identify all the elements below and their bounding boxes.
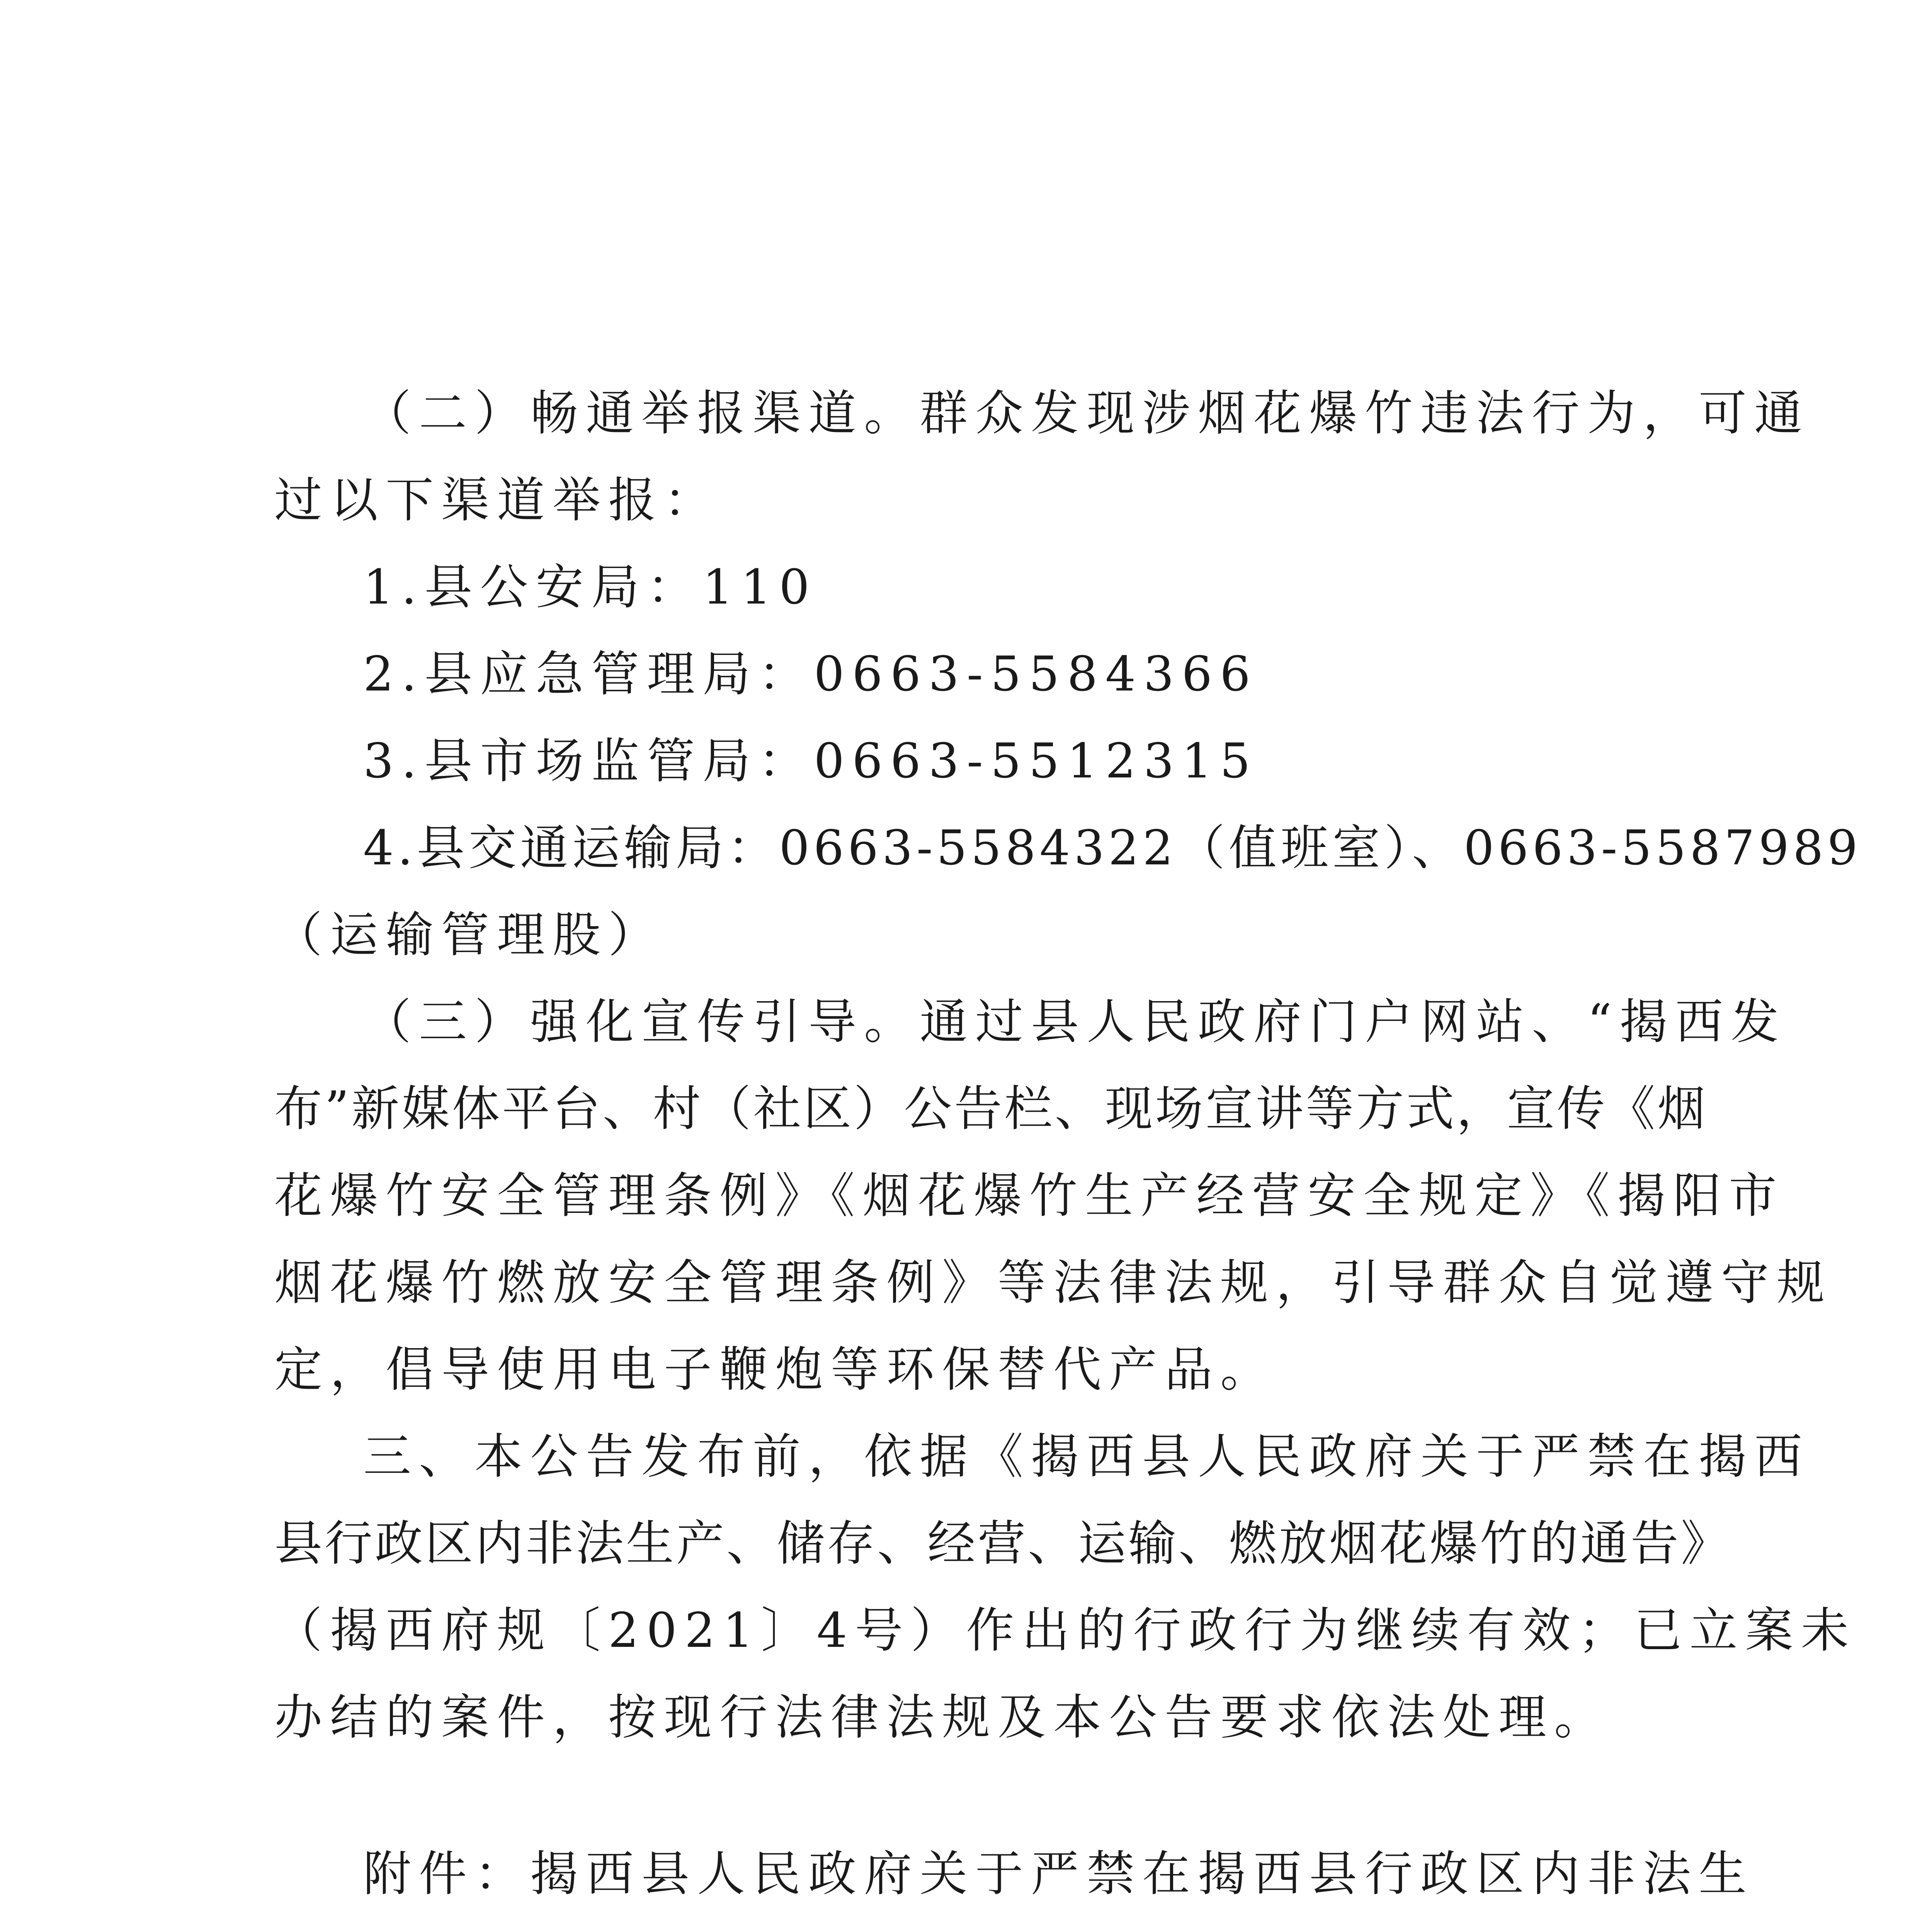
body-line: （揭西府规〔2021〕4号）作出的行政行为继续有效；已立案未 [274, 1603, 1857, 1658]
body-line: （运输管理股） [274, 907, 664, 963]
body-line: 定，倡导使用电子鞭炮等环保替代产品。 [274, 1342, 1276, 1398]
body-line: 4.县交通运输局：0663-5584322（值班室）、0663-5587989 [363, 820, 1862, 876]
body-line: 三、本公告发布前，依据《揭西县人民政府关于严禁在揭西 [363, 1429, 1810, 1485]
body-line: 2.县应急管理局：0663-5584366 [363, 646, 1259, 702]
body-line: 花爆竹安全管理条例》《烟花爆竹生产经营安全规定》《揭阳市 [274, 1168, 1785, 1224]
body-line: 县行政区内非法生产、储存、经营、运输、燃放烟花爆竹的通告》 [274, 1516, 1731, 1571]
body-line: 布”新媒体平台、村（社区）公告栏、现场宣讲等方式，宣传《烟 [274, 1081, 1708, 1137]
body-line: 烟花爆竹燃放安全管理条例》等法律法规，引导群众自觉遵守规 [274, 1255, 1833, 1311]
attachment-line-1: 附件：揭西县人民政府关于严禁在揭西县行政区内非法生 [363, 1846, 1755, 1902]
body-line: 1.县公安局：110 [363, 560, 817, 615]
body-line: 3.县市场监管局：0663-5512315 [363, 733, 1259, 789]
body-line: （二）畅通举报渠道。群众发现涉烟花爆竹违法行为，可通 [363, 386, 1810, 441]
body-line: 过以下渠道举报： [274, 473, 720, 528]
body-line: 办结的案件，按现行法律法规及本公告要求依法处理。 [274, 1690, 1610, 1745]
body-line: （三）强化宣传引导。通过县人民政府门户网站、“揭西发 [363, 994, 1787, 1050]
